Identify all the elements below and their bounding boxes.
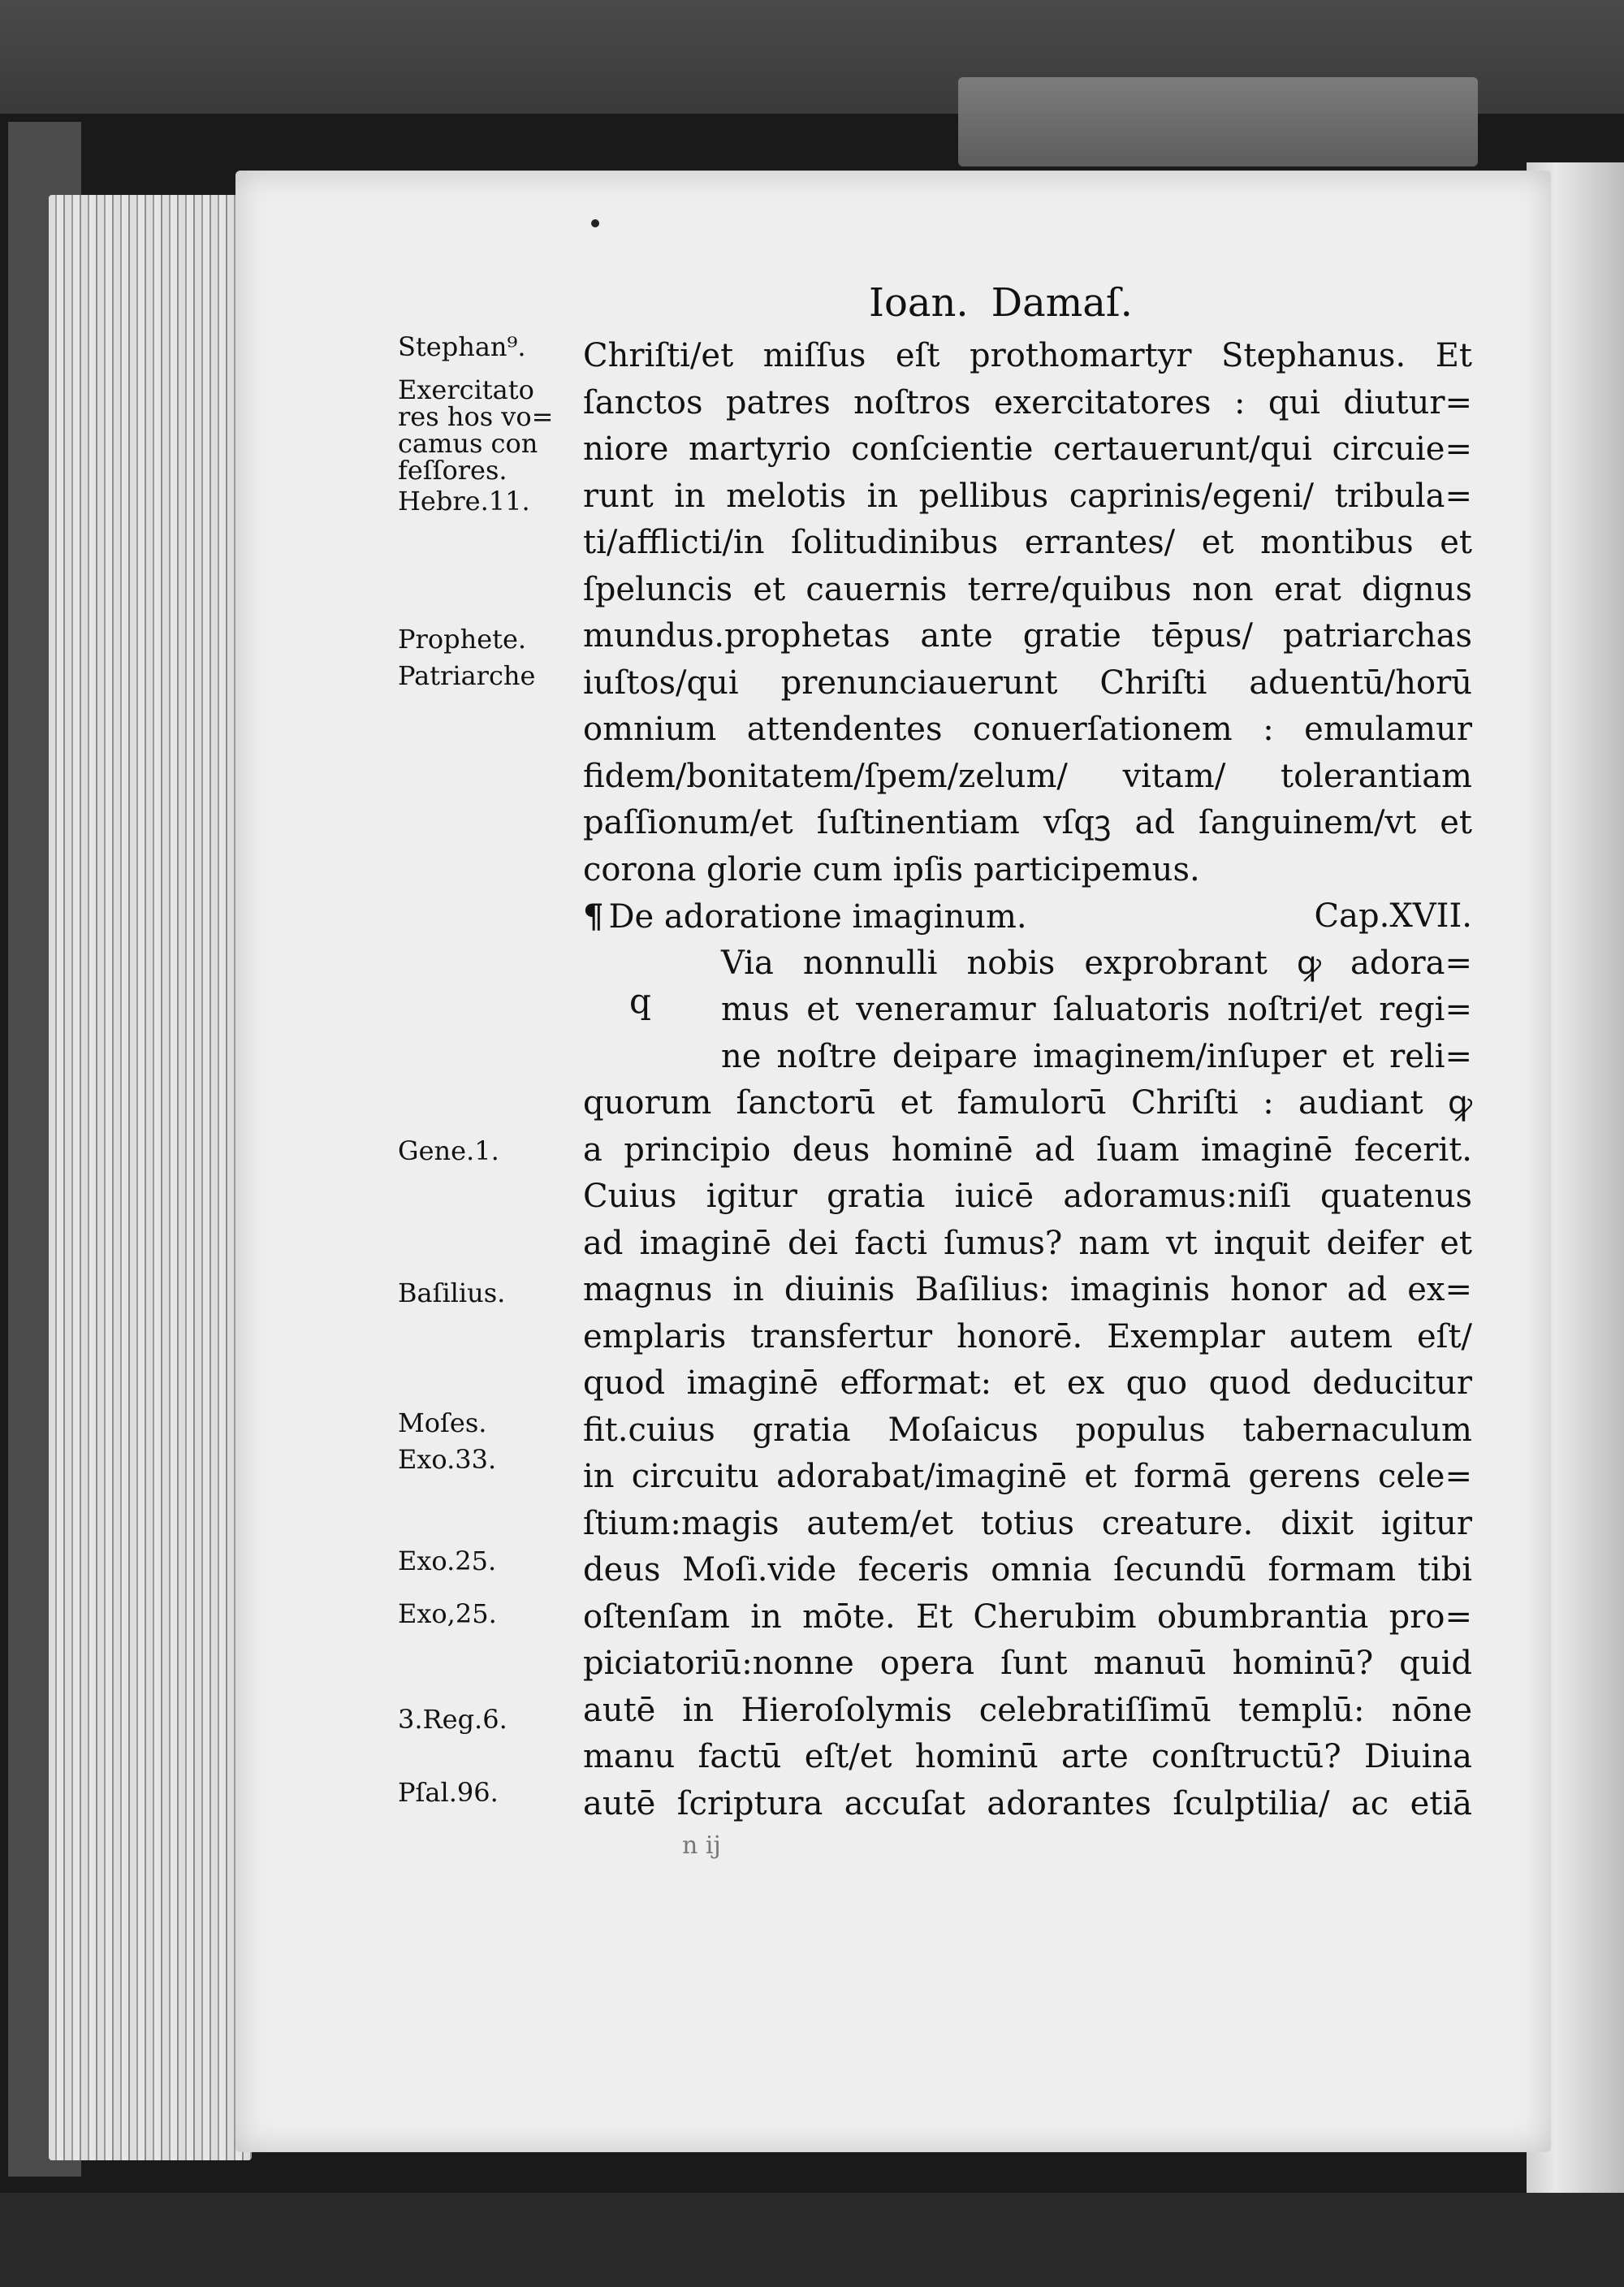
header-author-last: Damaſ. [991,280,1133,326]
chapter-heading [583,893,1472,940]
margin-note-moses: Moſes. [398,1407,487,1438]
text-line: fit.cuius gratia Moſaicus populus tabernaculum [583,1411,1472,1449]
text-line: magnus in diuinis Baſilius: imaginis honor ad ex= [583,1271,1472,1308]
margin-note-psalms: Pſal.96. [398,1777,499,1808]
margin-note-prophete: Prophete. [398,624,527,655]
text-line: deus Moſi.vide feceris omnia ſecundū formam tibi [583,1551,1472,1589]
margin-note-exercitatores-2: res hos vo= [398,401,554,432]
chapter-number: Cap.XVII. [1314,897,1472,935]
page-edges [49,195,252,2160]
chapter-initial-letter: q [629,981,651,1021]
text-line: paſſionum/et ſuſtinentiam vſqꝫ ad ſanguinem/vt et [583,804,1472,841]
text-line: quorum ſanctorū et famulorū Chriſti : audiant ꝙ [583,1084,1472,1122]
signature-mark: n ij [682,1831,721,1860]
text-line: autē ſcriptura accuſat adorantes ſculptilia/ ac etiā [583,1784,1472,1822]
text-line: a principio deus hominē ad ſuam imaginē fecerit. [583,1131,1472,1169]
text-line: quod imaginē efformat: et ex quo quod deducitur [583,1364,1472,1402]
margin-note-exercitatores-1: Exercitato [398,374,534,405]
text-line: ſpeluncis et cauernis terre/quibus non erat dignus [583,570,1472,608]
text-line: ti/afflicti/in ſolitudinibus errantes/ et montibus et [583,524,1472,561]
margin-note-stephanus: Stephan⁹. [398,331,526,362]
text-line: ne noſtre deipare imaginem/inſuper et reli= [721,1037,1472,1075]
book-cover-strip [958,77,1478,166]
text-line: ad imaginē dei facti ſumus? nam vt inquit deifer et [583,1224,1472,1262]
margin-note-basilius: Baſilius. [398,1278,506,1308]
ink-dot [591,219,599,227]
text-line: corona glorie cum ipſis participemus. [583,850,1200,888]
header-author-first: Ioan. [869,280,969,326]
pilcrow-icon: ¶ [583,897,604,936]
margin-note-exodus-33: Exo.33. [398,1444,497,1475]
text-line: ſanctos patres noſtros exercitatores : qui diutur= [583,383,1472,422]
margin-note-hebrews: Hebre.11. [398,486,530,517]
text-line: autē in Hieroſolymis celebratiſſimū templū: nōne [583,1691,1472,1729]
text-line: Via nonnulli nobis exprobrant ꝙ adora= [721,944,1472,982]
text-line: iuſtos/qui prenunciauerunt Chriſti aduentū/horū [583,664,1472,702]
text-line: omnium attendentes conuerſationem : emulamur [583,711,1472,748]
margin-note-patriarche: Patriarche [398,660,536,691]
text-line: ſtium:magis autem/et totius creature. dixit igitur [583,1504,1472,1542]
margin-note-kings: 3.Reg.6. [398,1704,508,1735]
text-line: mus et veneramur ſaluatoris noſtri/et regi= [721,991,1472,1028]
margin-note-exodus-25b: Exo,25. [398,1598,497,1629]
text-line: oſtenſam in mōte. Et Cherubim obumbrantia pro= [583,1597,1472,1636]
main-text-block [583,333,1472,1827]
margin-note-exercitatores-4: feſſores. [398,455,508,486]
chapter-title-group [583,893,1027,940]
chapter-title: De adoratione imaginum. [608,898,1027,936]
running-header [869,280,1250,326]
margin-note-exercitatores-3: camus con [398,428,538,459]
text-line: Cuius igitur gratia iuicē adoramus:niſi quatenus [583,1178,1472,1215]
text-line: fidem/bonitatem/ſpem/zelum/ vitam/ tolerantiam [583,757,1472,795]
background-bottom [0,2193,1624,2287]
margin-note-genesis: Gene.1. [398,1135,499,1166]
margin-note-exodus-25a: Exo.25. [398,1546,497,1576]
text-line: mundus.prophetas ante gratie tēpus/ patriarchas [583,617,1472,655]
text-line: runt in melotis in pellibus caprinis/egeni/ tribula= [583,477,1472,515]
text-line: in circuitu adorabat/imaginē et formā gerens cele= [583,1458,1472,1495]
text-line: emplaris transfertur honorē. Exemplar autem eſt/ [583,1317,1472,1355]
text-line: Chriſti/et miſſus eſt prothomartyr Stephanus. Et [583,337,1472,374]
text-line: piciatoriū:nonne opera ſunt manuū hominū? quid [583,1645,1472,1682]
text-line: manu factū eſt/et hominū arte conſtructū? Diuina [583,1738,1472,1775]
text-line: niore martyrio conſcientie certauerunt/qui circuie= [583,430,1472,468]
